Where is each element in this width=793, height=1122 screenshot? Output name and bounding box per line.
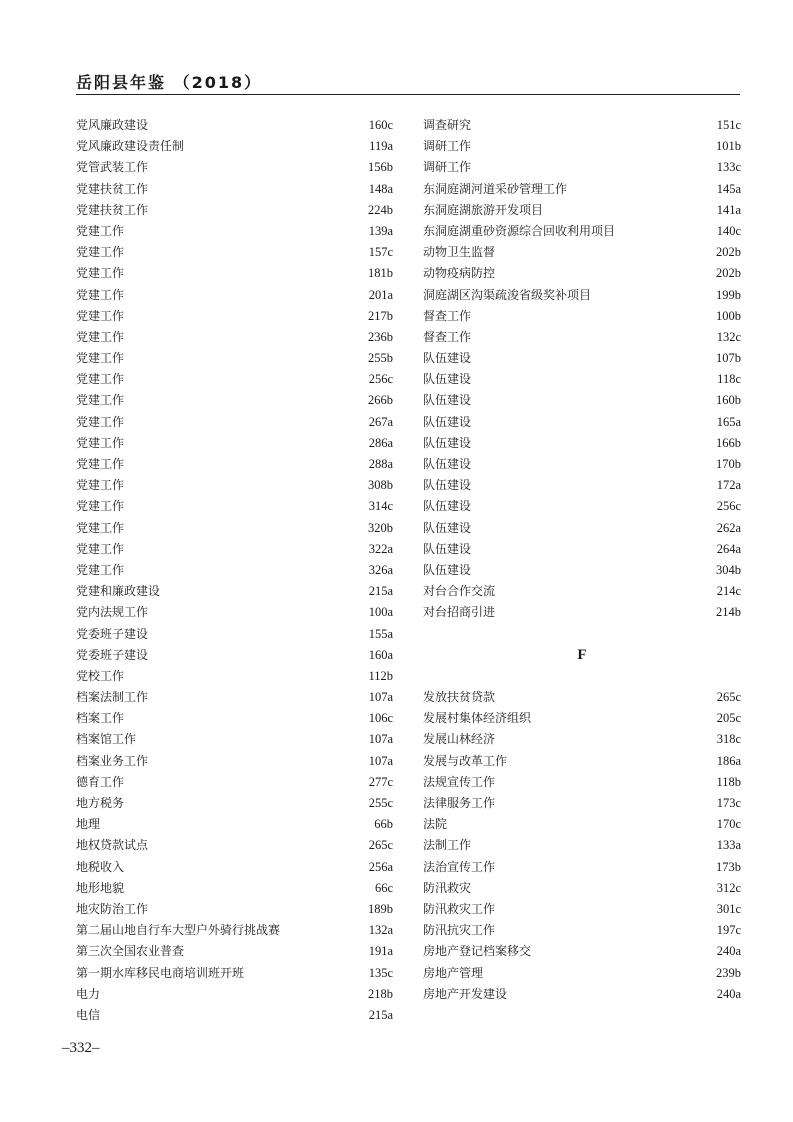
index-term: 党建工作 bbox=[76, 562, 125, 577]
index-term: 发展与改革工作 bbox=[423, 753, 508, 768]
index-page-ref: 132a bbox=[368, 923, 393, 938]
index-term: 党建工作 bbox=[76, 393, 125, 408]
index-page-ref: 132c bbox=[716, 329, 741, 344]
index-page-ref: 107a bbox=[368, 690, 393, 705]
index-term: 队伍建设 bbox=[423, 478, 472, 493]
index-term: 队伍建设 bbox=[423, 414, 472, 429]
index-term: 房地产开发建设 bbox=[423, 986, 508, 1001]
index-term: 第二届山地自行车大型户外骑行挑战赛 bbox=[76, 923, 281, 938]
index-entry bbox=[423, 348, 741, 369]
index-entry bbox=[76, 496, 393, 517]
index-term: 档案法制工作 bbox=[76, 690, 149, 705]
index-column-right bbox=[423, 115, 741, 1005]
index-term: 防汛抗灾工作 bbox=[423, 923, 496, 938]
index-list-d-continued bbox=[423, 115, 741, 624]
index-entry bbox=[423, 814, 741, 835]
index-entry bbox=[76, 454, 393, 475]
index-term: 队伍建设 bbox=[423, 541, 472, 556]
index-page-ref: 277c bbox=[368, 774, 393, 789]
index-term: 防汛救灾工作 bbox=[423, 901, 496, 916]
index-entry bbox=[76, 369, 393, 390]
index-term: 调查研究 bbox=[423, 118, 472, 132]
index-entry bbox=[76, 306, 393, 327]
index-term: 党建工作 bbox=[76, 223, 125, 238]
index-entry bbox=[423, 857, 741, 878]
index-list-f bbox=[423, 687, 741, 1005]
index-term: 调研工作 bbox=[423, 139, 472, 154]
index-term: 电力 bbox=[76, 986, 101, 1001]
index-entry bbox=[76, 539, 393, 560]
index-term: 党建工作 bbox=[76, 457, 125, 471]
index-page-ref: 314c bbox=[368, 499, 393, 514]
index-page-ref: 160a bbox=[368, 647, 393, 662]
index-term: 队伍建设 bbox=[423, 520, 472, 535]
index-page-ref: 205c bbox=[716, 711, 741, 726]
index-term: 东洞庭湖旅游开发项目 bbox=[423, 202, 544, 217]
index-term: 法规宣传工作 bbox=[423, 774, 496, 789]
index-page-ref: 240a bbox=[716, 944, 741, 959]
index-page-ref: 160c bbox=[368, 118, 393, 132]
index-term: 档案业务工作 bbox=[76, 753, 149, 768]
index-page-ref: 286a bbox=[368, 435, 393, 450]
index-term: 第一期水库移民电商培训班开班 bbox=[76, 965, 245, 980]
index-page-ref: 181b bbox=[368, 266, 393, 281]
index-entry bbox=[423, 708, 741, 729]
index-entry bbox=[76, 751, 393, 772]
index-entry bbox=[423, 920, 741, 941]
index-page-ref: 118c bbox=[717, 372, 741, 387]
index-page-ref: 308b bbox=[368, 478, 393, 493]
index-column-left bbox=[76, 115, 393, 1026]
index-page-ref: 140c bbox=[716, 223, 741, 238]
index-page-ref: 165a bbox=[716, 414, 741, 429]
index-entry bbox=[76, 708, 393, 729]
index-term: 党建工作 bbox=[76, 520, 125, 535]
index-page-ref: 256c bbox=[368, 372, 393, 387]
index-page-ref: 214c bbox=[716, 584, 741, 599]
index-entry bbox=[423, 306, 741, 327]
index-term: 党委班子建设 bbox=[76, 647, 149, 662]
index-term: 党建工作 bbox=[76, 541, 125, 556]
index-entry bbox=[76, 560, 393, 581]
index-page-ref: 100a bbox=[368, 605, 393, 620]
index-entry bbox=[76, 772, 393, 793]
section-letter-heading: F bbox=[577, 646, 587, 663]
index-entry bbox=[423, 200, 741, 221]
index-page-ref: 173b bbox=[716, 859, 741, 874]
index-entry bbox=[423, 136, 741, 157]
index-page-ref: 133c bbox=[716, 160, 741, 175]
index-term: 房地产登记档案移交 bbox=[423, 944, 532, 959]
index-page-ref: 215a bbox=[368, 584, 393, 599]
index-entry bbox=[76, 920, 393, 941]
index-term: 党建工作 bbox=[76, 245, 125, 260]
index-page-ref: 202b bbox=[716, 266, 741, 281]
index-entry bbox=[423, 242, 741, 263]
index-page-ref: 256c bbox=[716, 499, 741, 514]
index-term: 党委班子建设 bbox=[76, 626, 149, 641]
index-page-ref: 266b bbox=[368, 393, 393, 408]
index-term: 档案馆工作 bbox=[76, 732, 137, 747]
index-page-ref: 119a bbox=[369, 139, 393, 154]
index-entry bbox=[76, 814, 393, 835]
index-entry bbox=[76, 475, 393, 496]
index-page-ref: 186a bbox=[716, 753, 741, 768]
index-entry bbox=[423, 899, 741, 920]
index-entry bbox=[76, 984, 393, 1005]
index-page-ref: 301c bbox=[716, 901, 741, 916]
index-page-ref: 173c bbox=[716, 796, 741, 811]
index-term: 法治宣传工作 bbox=[423, 859, 496, 874]
index-entry bbox=[76, 581, 393, 602]
index-term: 党建工作 bbox=[76, 308, 125, 323]
index-page-ref: 160b bbox=[716, 393, 741, 408]
index-entry bbox=[423, 285, 741, 306]
index-entry bbox=[423, 941, 741, 962]
index-term: 防汛救灾 bbox=[423, 880, 472, 895]
index-term: 动物疫病防控 bbox=[423, 266, 496, 281]
index-entry bbox=[423, 454, 741, 475]
index-term: 队伍建设 bbox=[423, 351, 472, 366]
index-entry bbox=[423, 157, 741, 178]
index-term: 调研工作 bbox=[423, 160, 472, 175]
index-term: 党建工作 bbox=[76, 499, 125, 514]
index-page-ref: 155a bbox=[368, 626, 393, 641]
index-page-ref: 156b bbox=[368, 160, 393, 175]
index-entry bbox=[76, 157, 393, 178]
index-term: 第三次全国农业普查 bbox=[76, 944, 185, 959]
index-entry bbox=[76, 963, 393, 984]
index-term: 地理 bbox=[76, 817, 101, 832]
index-entry bbox=[76, 263, 393, 284]
index-page-ref: 135c bbox=[368, 965, 393, 980]
index-entry bbox=[76, 412, 393, 433]
index-term: 东洞庭湖河道采砂管理工作 bbox=[423, 181, 568, 196]
index-entry bbox=[76, 899, 393, 920]
index-entry bbox=[76, 348, 393, 369]
index-entry bbox=[76, 390, 393, 411]
index-term: 档案工作 bbox=[76, 711, 125, 726]
index-page-ref: 318c bbox=[716, 732, 741, 747]
index-term: 党建和廉政建设 bbox=[76, 584, 161, 599]
index-entry bbox=[76, 602, 393, 623]
index-page-ref: 145a bbox=[716, 181, 741, 196]
index-term: 党建工作 bbox=[76, 329, 125, 344]
index-entry bbox=[76, 200, 393, 221]
index-term: 对台合作交流 bbox=[423, 584, 496, 599]
index-page-ref: 112b bbox=[368, 668, 393, 683]
index-entry bbox=[423, 751, 741, 772]
index-term: 发展村集体经济组织 bbox=[423, 711, 532, 726]
index-entry bbox=[76, 666, 393, 687]
index-term: 党校工作 bbox=[76, 668, 125, 683]
index-page-ref: 201a bbox=[368, 287, 393, 302]
index-page-ref: 262a bbox=[716, 520, 741, 535]
index-page-ref: 265c bbox=[368, 838, 393, 853]
index-entry bbox=[423, 560, 741, 581]
index-entry bbox=[76, 179, 393, 200]
index-page-ref: 107b bbox=[716, 351, 741, 366]
index-entry bbox=[423, 390, 741, 411]
index-page-ref: 189b bbox=[368, 901, 393, 916]
index-page-ref: 239b bbox=[716, 965, 741, 980]
index-page-ref: 139a bbox=[368, 223, 393, 238]
index-term: 党建工作 bbox=[76, 266, 125, 281]
index-term: 督查工作 bbox=[423, 308, 472, 323]
index-page-ref: 255b bbox=[368, 351, 393, 366]
index-entry bbox=[423, 984, 741, 1005]
index-page-ref: 236b bbox=[368, 329, 393, 344]
index-term: 发放扶贫贷款 bbox=[423, 690, 496, 705]
index-entry bbox=[76, 285, 393, 306]
index-entry bbox=[423, 496, 741, 517]
index-term: 党建扶贫工作 bbox=[76, 202, 149, 217]
index-page-ref: 312c bbox=[716, 880, 741, 895]
index-entry bbox=[423, 835, 741, 856]
index-term: 东洞庭湖重砂资源综合回收利用项目 bbox=[423, 223, 616, 238]
index-term: 地灾防治工作 bbox=[76, 901, 149, 916]
index-page-ref: 191a bbox=[368, 944, 393, 959]
index-entry bbox=[423, 221, 741, 242]
index-entry bbox=[423, 433, 741, 454]
index-entry bbox=[423, 772, 741, 793]
index-page-ref: 106c bbox=[368, 711, 393, 726]
index-page-ref: 107a bbox=[368, 753, 393, 768]
index-entry bbox=[76, 1005, 393, 1026]
index-term: 队伍建设 bbox=[423, 457, 472, 471]
index-page-ref: 267a bbox=[368, 414, 393, 429]
index-term: 队伍建设 bbox=[423, 435, 472, 450]
index-entry bbox=[423, 729, 741, 750]
index-term: 队伍建设 bbox=[423, 393, 472, 408]
index-page-ref: 197c bbox=[716, 923, 741, 938]
index-entry bbox=[423, 263, 741, 284]
index-term: 队伍建设 bbox=[423, 499, 472, 514]
index-term: 地形地貌 bbox=[76, 880, 125, 895]
index-entry bbox=[76, 793, 393, 814]
index-entry bbox=[76, 857, 393, 878]
index-term: 党管武装工作 bbox=[76, 160, 149, 175]
index-term: 地权贷款试点 bbox=[76, 838, 149, 853]
index-entry bbox=[423, 581, 741, 602]
index-page-ref: 215a bbox=[368, 1007, 393, 1022]
index-page-ref: 151c bbox=[716, 118, 741, 132]
index-entry bbox=[76, 729, 393, 750]
index-term: 党建扶贫工作 bbox=[76, 181, 149, 196]
index-entry bbox=[76, 941, 393, 962]
index-page-ref: 322a bbox=[368, 541, 393, 556]
index-page-ref: 100b bbox=[716, 308, 741, 323]
index-page-ref: 304b bbox=[716, 562, 741, 577]
index-page-ref: 199b bbox=[716, 287, 741, 302]
index-page-ref: 166b bbox=[716, 435, 741, 450]
index-term: 党建工作 bbox=[76, 478, 125, 493]
index-page-ref: 66c bbox=[374, 880, 393, 895]
index-entry bbox=[76, 115, 393, 136]
index-term: 洞庭湖区沟渠疏浚省级奖补项目 bbox=[423, 287, 592, 302]
index-entry bbox=[423, 179, 741, 200]
index-term: 法律服务工作 bbox=[423, 796, 496, 811]
index-entry bbox=[76, 687, 393, 708]
index-term: 党建工作 bbox=[76, 372, 125, 387]
index-term: 德育工作 bbox=[76, 774, 125, 789]
index-page-ref: 170b bbox=[716, 457, 741, 471]
index-entry bbox=[76, 433, 393, 454]
index-page-ref: 172a bbox=[716, 478, 741, 493]
index-entry bbox=[76, 327, 393, 348]
index-term: 队伍建设 bbox=[423, 372, 472, 387]
index-page-ref: 224b bbox=[368, 202, 393, 217]
index-entry bbox=[423, 412, 741, 433]
index-term: 地方税务 bbox=[76, 796, 125, 810]
header-rule bbox=[76, 94, 740, 95]
index-entry bbox=[76, 624, 393, 645]
index-term: 发展山林经济 bbox=[423, 732, 496, 747]
index-term: 法院 bbox=[423, 817, 448, 832]
index-page-ref: 217b bbox=[368, 308, 393, 323]
index-term: 电信 bbox=[76, 1007, 101, 1022]
index-page-ref: 101b bbox=[716, 139, 741, 154]
index-page-ref: 256a bbox=[368, 859, 393, 874]
index-entry bbox=[423, 518, 741, 539]
index-entry bbox=[423, 327, 741, 348]
index-page-ref: 157c bbox=[368, 245, 393, 260]
index-term: 党建工作 bbox=[76, 351, 125, 366]
index-entry bbox=[76, 136, 393, 157]
index-entry bbox=[76, 221, 393, 242]
index-term: 地税收入 bbox=[76, 859, 125, 874]
index-term: 党建工作 bbox=[76, 435, 125, 450]
index-page-ref: 214b bbox=[716, 605, 741, 620]
index-page-ref: 170c bbox=[716, 817, 741, 832]
index-page-ref: 107a bbox=[368, 732, 393, 747]
index-entry bbox=[76, 242, 393, 263]
index-term: 对台招商引进 bbox=[423, 605, 496, 620]
index-entry bbox=[423, 793, 741, 814]
index-entry bbox=[76, 518, 393, 539]
index-page-ref: 255c bbox=[368, 796, 393, 810]
index-term: 党建工作 bbox=[76, 414, 125, 429]
index-page-ref: 265c bbox=[716, 690, 741, 705]
index-page-ref: 218b bbox=[368, 986, 393, 1001]
index-page-ref: 288a bbox=[368, 457, 393, 471]
index-term: 动物卫生监督 bbox=[423, 245, 496, 260]
index-page-ref: 264a bbox=[716, 541, 741, 556]
index-entry bbox=[423, 963, 741, 984]
index-page-ref: 326a bbox=[368, 562, 393, 577]
index-page-ref: 202b bbox=[716, 245, 741, 260]
index-term: 督查工作 bbox=[423, 329, 472, 344]
index-entry bbox=[423, 115, 741, 136]
index-term: 房地产管理 bbox=[423, 965, 484, 980]
index-entry bbox=[76, 878, 393, 899]
index-entry bbox=[423, 687, 741, 708]
index-term: 队伍建设 bbox=[423, 562, 472, 577]
index-page-ref: 148a bbox=[368, 181, 393, 196]
index-entry bbox=[76, 645, 393, 666]
index-entry bbox=[423, 602, 741, 623]
index-entry bbox=[423, 878, 741, 899]
index-term: 党建工作 bbox=[76, 287, 125, 302]
page-title: 岳阳县年鉴 （2018） bbox=[76, 73, 263, 92]
index-term: 党内法规工作 bbox=[76, 605, 149, 620]
index-page-ref: 66b bbox=[374, 817, 393, 832]
index-term: 法制工作 bbox=[423, 838, 472, 853]
index-page-ref: 141a bbox=[716, 202, 741, 217]
index-page-ref: 320b bbox=[368, 520, 393, 535]
index-entry bbox=[423, 475, 741, 496]
page-number: –332– bbox=[62, 1040, 100, 1056]
index-term: 党风廉政建设责任制 bbox=[76, 139, 185, 154]
index-entry bbox=[423, 369, 741, 390]
index-page-ref: 133a bbox=[716, 838, 741, 853]
index-entry bbox=[423, 539, 741, 560]
index-entry bbox=[76, 835, 393, 856]
index-page-ref: 118b bbox=[716, 774, 741, 789]
index-term: 党风廉政建设 bbox=[76, 118, 149, 132]
index-page-ref: 240a bbox=[716, 986, 741, 1001]
